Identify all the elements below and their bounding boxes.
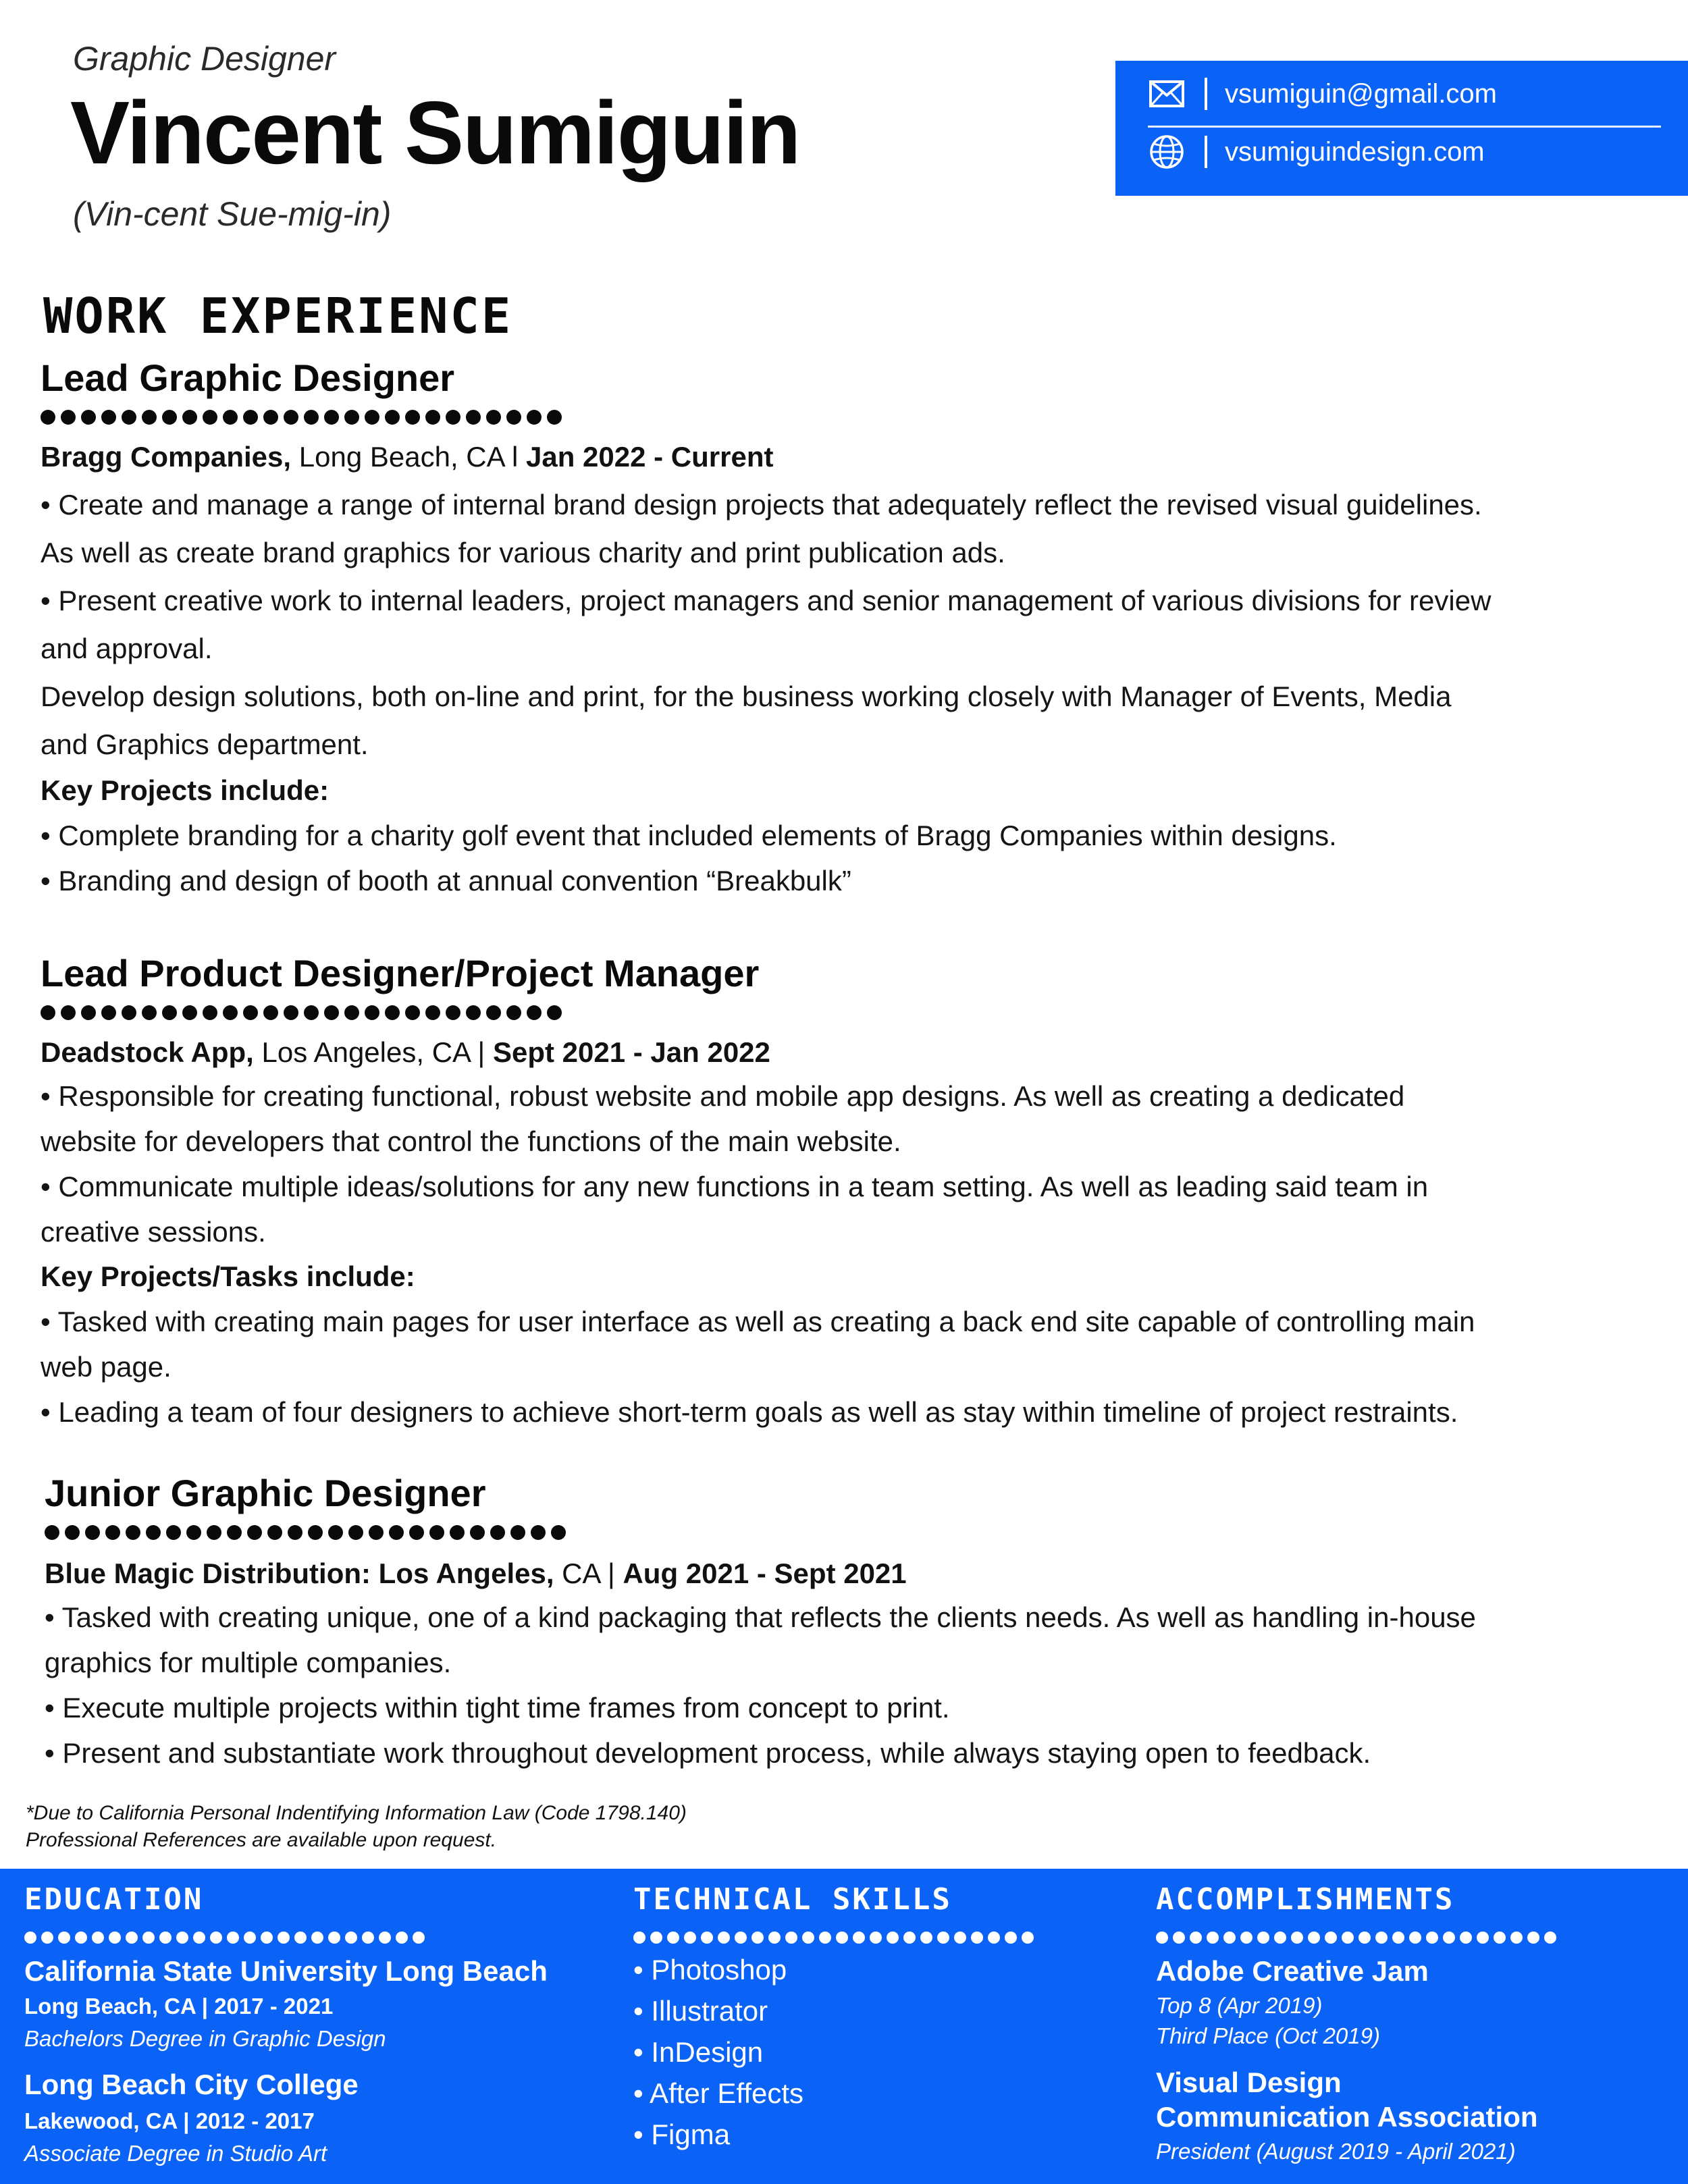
description-line: Develop design solutions, both on-line and print, for the business working closely with Manager of Events, Media <box>41 680 1452 712</box>
divider-dot <box>870 1932 882 1944</box>
divider-dot <box>193 1932 205 1944</box>
divider-dot <box>667 1932 679 1944</box>
divider-dot <box>278 1932 290 1944</box>
dot-divider <box>1156 1930 1683 1945</box>
divider-dot <box>633 1932 645 1944</box>
divider-dot <box>425 410 440 425</box>
divider-dot <box>379 1932 391 1944</box>
divider-dot <box>176 1932 188 1944</box>
divider-dot <box>429 1525 444 1540</box>
divider-dot <box>182 410 197 425</box>
job-dates: Jan 2022 - Current <box>525 441 774 473</box>
divider-dot <box>684 1932 696 1944</box>
divider-dot <box>409 1525 424 1540</box>
divider-dot <box>263 1005 278 1020</box>
divider-dot <box>142 1932 155 1944</box>
job-company-line <box>41 1034 1620 1072</box>
divider-dot <box>243 1005 258 1020</box>
divider-dot <box>385 410 400 425</box>
divider-dot <box>65 1525 80 1540</box>
divider-dot <box>1022 1932 1034 1944</box>
divider-dot <box>937 1932 949 1944</box>
divider-dot <box>486 1005 501 1020</box>
skills-column <box>633 1882 1146 2155</box>
divider-dot <box>1005 1932 1017 1944</box>
name-pronunciation: (Vin-cent Sue-mig-in) <box>73 195 392 233</box>
globe-icon <box>1148 133 1186 171</box>
divider-dot <box>324 1005 339 1020</box>
divider-dot <box>650 1932 662 1944</box>
references-note <box>26 1800 687 1854</box>
divider-dot <box>365 1005 379 1020</box>
divider-dot <box>1544 1932 1556 1944</box>
divider-dot <box>506 410 521 425</box>
divider-dot <box>466 410 481 425</box>
divider-dot <box>385 1005 400 1020</box>
divider-dot <box>162 410 177 425</box>
divider-dot <box>1527 1932 1539 1944</box>
divider-dot <box>324 410 339 425</box>
divider-dot <box>486 410 501 425</box>
divider-dot <box>1240 1932 1252 1944</box>
divider-dot <box>1173 1932 1185 1944</box>
education-heading: EDUCATION <box>24 1882 204 1917</box>
divider-dot <box>446 410 460 425</box>
divider-dot <box>362 1932 374 1944</box>
dot-divider <box>41 408 1620 426</box>
divider-dot <box>1392 1932 1404 1944</box>
divider-dot <box>101 1005 116 1020</box>
accomplishment-detail: Top 8 (Apr 2019) <box>1156 1993 1323 2019</box>
company-name: Blue Magic Distribution: Los Angeles, <box>45 1557 554 1590</box>
divider-dot <box>311 1932 323 1944</box>
divider-dot <box>819 1932 831 1944</box>
divider-dot <box>1207 1932 1219 1944</box>
divider-dot <box>903 1932 916 1944</box>
job-description <box>41 481 1620 768</box>
skill-item: • After Effects <box>633 2077 804 2109</box>
job-dates: Sept 2021 - Jan 2022 <box>492 1036 770 1069</box>
divider-dot <box>344 410 359 425</box>
divider-dot <box>1274 1932 1286 1944</box>
divider-dot <box>126 1932 138 1944</box>
description-line: and approval. <box>41 632 213 664</box>
divider-dot <box>105 1525 120 1540</box>
divider-dot <box>166 1525 181 1540</box>
divider-dot <box>186 1525 201 1540</box>
skills-list <box>633 1949 1146 2155</box>
divider-dot <box>389 1525 404 1540</box>
divider-dot <box>126 1525 140 1540</box>
skill-item: • Figma <box>633 2119 731 2150</box>
envelope-icon <box>1148 75 1186 113</box>
divider-dot <box>41 410 55 425</box>
key-projects-label: Key Projects/Tasks include: <box>41 1260 415 1292</box>
divider-dot <box>405 1005 420 1020</box>
accomplishment-detail: Third Place (Oct 2019) <box>1156 2023 1380 2048</box>
divider-dot <box>551 1525 566 1540</box>
divider-dot <box>203 1005 217 1020</box>
description-line: • Execute multiple projects within tight time frames from concept to print. <box>45 1691 950 1724</box>
contact-separator <box>1205 136 1207 168</box>
divider-dot <box>61 1005 76 1020</box>
job-entry <box>45 1470 1625 1776</box>
divider-dot <box>304 1005 319 1020</box>
school-degree: Associate Degree in Studio Art <box>24 2141 327 2166</box>
divider-dot <box>227 1932 239 1944</box>
divider-dot <box>159 1932 172 1944</box>
divider-dot <box>223 1005 238 1020</box>
candidate-name: Vincent Sumiguin <box>70 83 800 182</box>
note-line: Professional References are available upon request. <box>26 1829 497 1851</box>
divider-dot <box>348 1525 363 1540</box>
divider-dot <box>243 410 258 425</box>
divider-dot <box>345 1932 357 1944</box>
divider-dot <box>1190 1932 1202 1944</box>
divider-dot <box>1342 1932 1354 1944</box>
contact-website[interactable]: vsumiguindesign.com <box>1225 136 1485 167</box>
accomplishments-heading: ACCOMPLISHMENTS <box>1156 1882 1455 1917</box>
divider-dot <box>365 410 379 425</box>
key-project-line: • Complete branding for a charity golf event that included elements of Bragg Companies within designs. <box>41 819 1337 851</box>
footer-panel <box>0 1869 1688 2184</box>
divider-dot <box>284 410 298 425</box>
divider-dot <box>413 1932 425 1944</box>
job-dates: Aug 2021 - Sept 2021 <box>623 1557 907 1590</box>
job-entry <box>41 355 1620 903</box>
divider-dot <box>85 1525 100 1540</box>
divider-dot <box>836 1932 848 1944</box>
description-line: and Graphics department. <box>41 728 369 760</box>
divider-dot <box>304 410 319 425</box>
divider-dot <box>45 1525 59 1540</box>
skills-heading: TECHNICAL SKILLS <box>633 1882 952 1917</box>
company-location: Long Beach, CA l <box>291 441 526 473</box>
divider-dot <box>92 1932 104 1944</box>
divider-dot <box>446 1005 460 1020</box>
divider-dot <box>142 1005 157 1020</box>
divider-dot <box>24 1932 36 1944</box>
contact-website-row[interactable] <box>1148 128 1661 176</box>
divider-dot <box>735 1932 747 1944</box>
company-location: Los Angeles, CA | <box>253 1036 493 1069</box>
skill-item: • Photoshop <box>633 1954 787 1986</box>
divider-dot <box>853 1932 865 1944</box>
description-line: creative sessions. <box>41 1215 266 1248</box>
divider-dot <box>920 1932 932 1944</box>
divider-dot <box>1223 1932 1236 1944</box>
divider-dot <box>425 1005 440 1020</box>
key-projects-label: Key Projects include: <box>41 774 329 806</box>
description-line: • Present and substantiate work throughout development process, while always staying open to feedback. <box>45 1736 1371 1769</box>
contact-email[interactable]: vsumiguin@gmail.com <box>1225 78 1497 109</box>
divider-dot <box>396 1932 408 1944</box>
school-name: California State University Long Beach <box>24 1955 548 1987</box>
description-line: • Communicate multiple ideas/solutions for any new functions in a team setting. As well as leading said team in <box>41 1170 1429 1202</box>
divider-dot <box>142 410 157 425</box>
divider-dot <box>527 410 542 425</box>
divider-dot <box>490 1525 505 1540</box>
divider-dot <box>244 1932 256 1944</box>
divider-dot <box>308 1525 323 1540</box>
accomplishment-title: Adobe Creative Jam <box>1156 1955 1429 1987</box>
divider-dot <box>284 1005 298 1020</box>
dot-divider <box>45 1524 1625 1541</box>
job-company-line <box>41 438 1620 477</box>
job-description <box>41 1073 1620 1254</box>
divider-dot <box>81 410 96 425</box>
divider-dot <box>971 1932 983 1944</box>
divider-dot <box>75 1932 87 1944</box>
description-line: As well as create brand graphics for various charity and print publication ads. <box>41 536 1005 568</box>
job-title: Lead Graphic Designer <box>41 356 455 399</box>
divider-dot <box>58 1932 70 1944</box>
contact-divider <box>1148 126 1661 128</box>
job-title: Lead Product Designer/Project Manager <box>41 952 760 994</box>
divider-dot <box>247 1525 262 1540</box>
company-name: Deadstock App, <box>41 1036 254 1069</box>
divider-dot <box>1257 1932 1269 1944</box>
key-project-line: • Branding and design of booth at annual convention “Breakbulk” <box>41 864 851 897</box>
dot-divider <box>24 1930 598 1945</box>
school-name: Long Beach City College <box>24 2068 359 2100</box>
divider-dot <box>109 1932 121 1944</box>
divider-dot <box>768 1932 781 1944</box>
divider-dot <box>328 1932 340 1944</box>
divider-dot <box>369 1525 384 1540</box>
divider-dot <box>718 1932 730 1944</box>
divider-dot <box>751 1932 764 1944</box>
description-line: • Create and manage a range of internal brand design projects that adequately reflect the revised visual guidelines. <box>41 488 1482 521</box>
divider-dot <box>701 1932 713 1944</box>
school-detail: Long Beach, CA | 2017 - 2021 <box>24 1994 334 2019</box>
divider-dot <box>887 1932 899 1944</box>
skill-item: • Illustrator <box>633 1995 768 2027</box>
divider-dot <box>527 1005 542 1020</box>
divider-dot <box>1477 1932 1489 1944</box>
description-line: • Tasked with creating unique, one of a kind packaging that reflects the clients needs. As well as handling in-house <box>45 1601 1476 1633</box>
divider-dot <box>1443 1932 1455 1944</box>
divider-dot <box>122 410 136 425</box>
divider-dot <box>122 1005 136 1020</box>
job-title: Junior Graphic Designer <box>45 1472 486 1514</box>
job-role-title: Graphic Designer <box>73 40 336 78</box>
divider-dot <box>450 1525 465 1540</box>
note-line: *Due to California Personal Indentifying Information Law (Code 1798.140) <box>26 1802 687 1824</box>
key-project-line: • Leading a team of four designers to achieve short-term goals as well as stay within timeline of project restraints. <box>41 1395 1458 1428</box>
school-degree: Bachelors Degree in Graphic Design <box>24 2026 386 2052</box>
divider-dot <box>1460 1932 1472 1944</box>
divider-dot <box>466 1005 481 1020</box>
key-projects-list <box>41 813 1620 903</box>
education-column <box>24 1882 598 2169</box>
key-project-line: • Tasked with creating main pages for user interface as well as creating a back end site capable of controlling main <box>41 1305 1475 1337</box>
school-detail: Lakewood, CA | 2012 - 2017 <box>24 2108 315 2134</box>
divider-dot <box>1510 1932 1523 1944</box>
divider-dot <box>101 410 116 425</box>
divider-dot <box>227 1525 242 1540</box>
divider-dot <box>785 1932 797 1944</box>
divider-dot <box>405 410 420 425</box>
divider-dot <box>81 1005 96 1020</box>
accomplishment-detail: President (August 2019 - April 2021) <box>1156 2139 1516 2164</box>
divider-dot <box>1359 1932 1371 1944</box>
divider-dot <box>1156 1932 1168 1944</box>
divider-dot <box>506 1005 521 1020</box>
divider-dot <box>1291 1932 1303 1944</box>
dot-divider <box>41 1004 1620 1021</box>
divider-dot <box>223 410 238 425</box>
job-company-line <box>45 1555 1625 1593</box>
key-projects-list <box>41 1299 1620 1435</box>
contact-email-row[interactable] <box>1148 70 1661 117</box>
divider-dot <box>261 1932 273 1944</box>
accomplishments-column <box>1156 1882 1683 2167</box>
divider-dot <box>203 410 217 425</box>
divider-dot <box>1426 1932 1438 1944</box>
job-entry <box>41 951 1620 1435</box>
divider-dot <box>210 1932 222 1944</box>
divider-dot <box>954 1932 966 1944</box>
divider-dot <box>510 1525 525 1540</box>
divider-dot <box>547 1005 562 1020</box>
key-project-line: web page. <box>41 1350 172 1383</box>
description-line: website for developers that control the functions of the main website. <box>41 1125 901 1157</box>
divider-dot <box>288 1525 302 1540</box>
divider-dot <box>41 1005 55 1020</box>
divider-dot <box>182 1005 197 1020</box>
divider-dot <box>146 1525 161 1540</box>
contact-separator <box>1205 78 1207 110</box>
divider-dot <box>802 1932 814 1944</box>
dot-divider <box>633 1930 1146 1945</box>
divider-dot <box>1325 1932 1337 1944</box>
divider-dot <box>547 410 562 425</box>
accomplishment-title: Communication Association <box>1156 2100 1538 2133</box>
company-location: CA | <box>554 1557 623 1590</box>
contact-box <box>1115 61 1688 196</box>
description-line: graphics for multiple companies. <box>45 1646 452 1678</box>
company-name: Bragg Companies, <box>41 441 292 473</box>
divider-dot <box>207 1525 221 1540</box>
description-line: • Present creative work to internal leaders, project managers and senior management of various divisions for review <box>41 584 1492 616</box>
accomplishment-title: Visual Design <box>1156 2067 1342 2099</box>
divider-dot <box>1409 1932 1421 1944</box>
divider-dot <box>328 1525 343 1540</box>
divider-dot <box>470 1525 485 1540</box>
divider-dot <box>41 1932 53 1944</box>
divider-dot <box>61 410 76 425</box>
divider-dot <box>344 1005 359 1020</box>
divider-dot <box>294 1932 307 1944</box>
divider-dot <box>162 1005 177 1020</box>
divider-dot <box>1308 1932 1320 1944</box>
divider-dot <box>1375 1932 1388 1944</box>
skill-item: • InDesign <box>633 2036 764 2068</box>
divider-dot <box>531 1525 546 1540</box>
work-experience-heading: WORK EXPERIENCE <box>43 288 513 344</box>
divider-dot <box>267 1525 282 1540</box>
divider-dot <box>263 410 278 425</box>
job-description <box>45 1595 1625 1776</box>
description-line: • Responsible for creating functional, robust website and mobile app designs. As well as creating a dedicated <box>41 1080 1405 1112</box>
divider-dot <box>988 1932 1000 1944</box>
divider-dot <box>1494 1932 1506 1944</box>
